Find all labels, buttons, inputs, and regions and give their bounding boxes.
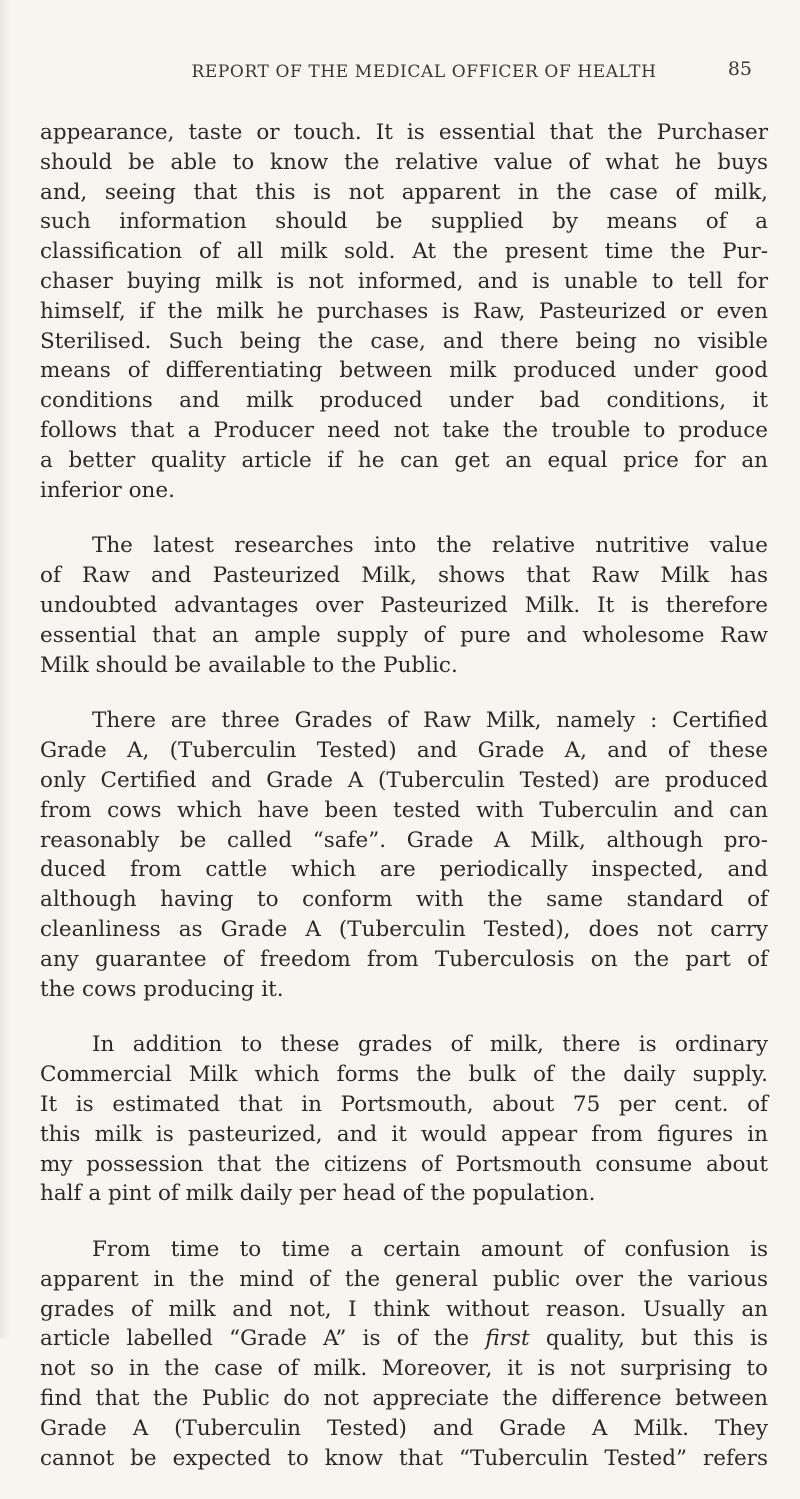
text-line: Grade A (Tuberculin Tested) and Grade A Milk. They bbox=[40, 1415, 768, 1441]
text-line: apparent in the mind of the general public over the various bbox=[40, 1266, 768, 1292]
paragraph-4 bbox=[40, 1030, 768, 1209]
running-title: REPORT OF THE MEDICAL OFFICER OF HEALTH bbox=[191, 62, 657, 82]
text-line: chaser buying milk is not informed, and is unable to tell for bbox=[40, 268, 768, 294]
text-line: of Raw and Pasteurized Milk, shows that Raw Milk has bbox=[40, 563, 768, 589]
text-line: It is estimated that in Portsmouth, about 75 per cent. of bbox=[40, 1091, 768, 1117]
text-line: Sterilised. Such being the case, and there being no visible bbox=[40, 328, 768, 354]
text-line: Grade A, (Tuberculin Tested) and Grade A, and of these bbox=[40, 738, 768, 764]
text-line: undoubted advantages over Pasteurized Milk. It is therefore bbox=[40, 592, 768, 618]
text-line: not so in the case of milk. Moreover, it is not surprising to bbox=[40, 1356, 768, 1382]
paragraph-5 bbox=[40, 1235, 768, 1473]
text-line: means of differentiating between milk produced under good bbox=[40, 358, 768, 384]
paragraph-1 bbox=[40, 118, 768, 505]
text-line: article labelled “Grade A” is of the first quality, but this is bbox=[40, 1326, 768, 1352]
text-line: grades of milk and not, I think without reason. Usually an bbox=[40, 1296, 768, 1322]
text-line: inferior one. bbox=[40, 477, 175, 503]
text-line: the cows producing it. bbox=[40, 976, 284, 1002]
text-line: classification of all milk sold. At the present time the Pur- bbox=[40, 239, 768, 265]
text-line: cannot be expected to know that “Tuberculin Tested” refers bbox=[40, 1445, 768, 1471]
text-line: only Certified and Grade A (Tuberculin Tested) are produced bbox=[40, 767, 768, 793]
text-line: a better quality article if he can get an equal price for an bbox=[40, 447, 768, 473]
text-line: There are three Grades of Raw Milk, namely : Certified bbox=[92, 708, 768, 734]
paragraph-2 bbox=[40, 531, 768, 680]
text-line: Commercial Milk which forms the bulk of the daily supply. bbox=[40, 1062, 768, 1088]
text-line: reasonably be called “safe”. Grade A Milk, although pro- bbox=[40, 827, 768, 853]
text-line: should be able to know the relative value of what he buys bbox=[40, 149, 768, 175]
text-line: this milk is pasteurized, and it would appear from figures in bbox=[40, 1121, 768, 1147]
text-line: any guarantee of freedom from Tuberculosis on the part of bbox=[40, 946, 768, 972]
text-line: cleanliness as Grade A (Tuberculin Tested), does not carry bbox=[40, 916, 768, 942]
text-line: appearance, taste or touch. It is essential that the Purchaser bbox=[40, 120, 768, 145]
text-line: duced from cattle which are periodically inspected, and bbox=[40, 857, 768, 883]
body-text bbox=[40, 118, 768, 1499]
text-line: conditions and milk produced under bad conditions, it bbox=[40, 388, 768, 414]
text-line: and, seeing that this is not apparent in the case of milk, bbox=[40, 179, 768, 205]
text-line: The latest researches into the relative nutritive value bbox=[92, 533, 768, 559]
emphasis-first: first bbox=[485, 1326, 530, 1352]
text-line: In addition to these grades of milk, there is ordinary bbox=[92, 1032, 768, 1058]
text-line: essential that an ample supply of pure and wholesome Raw bbox=[40, 622, 768, 648]
text-line: my possession that the citizens of Portsmouth consume about bbox=[40, 1151, 768, 1177]
paragraph-3 bbox=[40, 706, 768, 1004]
text-line: follows that a Producer need not take the trouble to produce bbox=[40, 417, 768, 443]
page-edge-shadow bbox=[0, 0, 10, 1338]
text-line: half a pint of milk daily per head of the population. bbox=[40, 1181, 596, 1207]
page-number: 85 bbox=[727, 58, 752, 80]
text-line: although having to conform with the same standard of bbox=[40, 887, 768, 913]
text-line: From time to time a certain amount of confusion is bbox=[92, 1237, 768, 1263]
text-line: himself, if the milk he purchases is Raw, Pasteurized or even bbox=[40, 298, 768, 324]
text-line: Milk should be available to the Public. bbox=[40, 652, 458, 678]
text-line: from cows which have been tested with Tuberculin and can bbox=[40, 797, 768, 823]
text-line: such information should be supplied by means of a bbox=[40, 209, 768, 235]
text-line: find that the Public do not appreciate the difference between bbox=[40, 1386, 768, 1412]
